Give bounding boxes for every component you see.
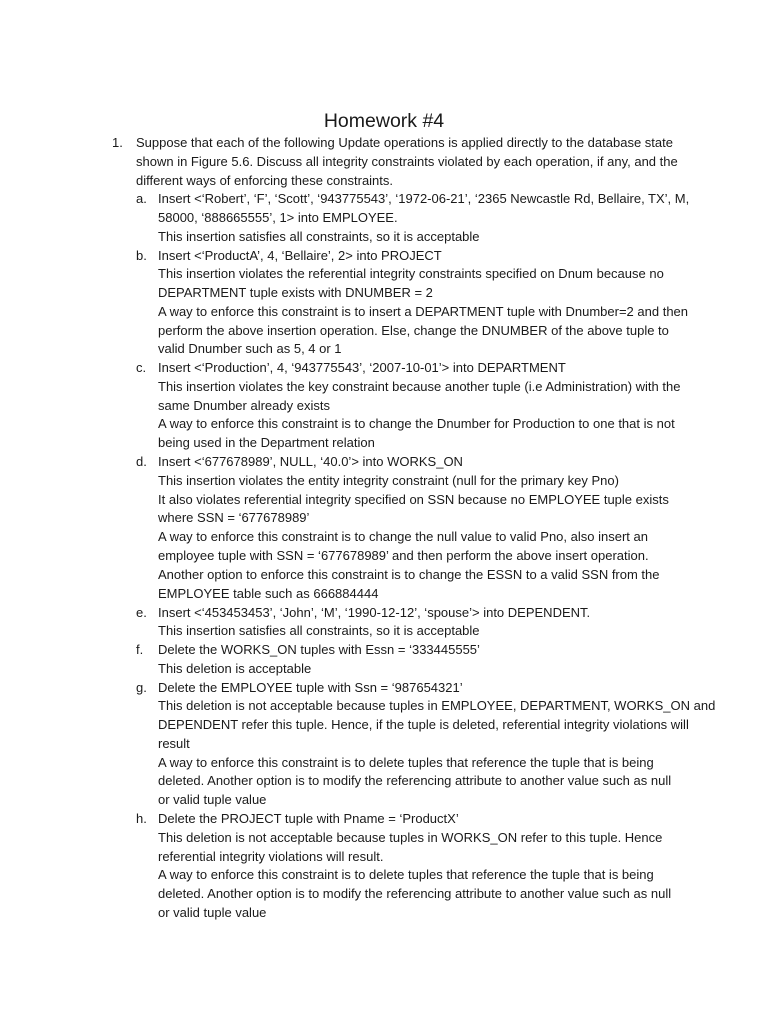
item-line: This insertion satisfies all constraints, so it is acceptable (158, 228, 480, 244)
item-line: valid Dnumber such as 5, 4 or 1 (158, 341, 342, 357)
item-body (158, 247, 689, 360)
item-line: referential integrity violations will result. (158, 848, 384, 864)
item-line: same Dnumber already exists (158, 397, 330, 413)
item-line: 58000, ‘888665555’, 1> into EMPLOYEE. (158, 209, 398, 225)
item-line: A way to enforce this constraint is to delete tuples that reference the tuple that is being (158, 867, 654, 883)
item-line: This deletion is not acceptable because tuples in EMPLOYEE, DEPARTMENT, WORKS_ON and (158, 698, 716, 714)
item-label: d. (136, 454, 147, 469)
item-line: Delete the EMPLOYEE tuple with Ssn = ‘987654321’ (158, 679, 463, 695)
item-line: Insert <‘ProductA’, 4, ‘Bellaire’, 2> into PROJECT (158, 247, 442, 263)
item-line: EMPLOYEE table such as 666884444 (158, 585, 379, 601)
item-line: Insert <‘453453453’, ‘John’, ‘M’, ‘1990-12-12’, ‘spouse’> into DEPENDENT. (158, 604, 591, 620)
item-line: employee tuple with SSN = ‘677678989’ and then perform the above insert operation. (158, 547, 649, 563)
item-body (158, 641, 683, 679)
item-body (158, 679, 716, 811)
item-label: e. (136, 604, 147, 620)
item-label: f. (136, 642, 144, 657)
item-line: This insertion violates the key constraint because another tuple (i.e Administration) with the (158, 378, 681, 394)
item-line: where SSN = ‘677678989’ (158, 510, 310, 526)
question-text-line: different ways of enforcing these constraints. (136, 172, 394, 188)
item-line: It also violates referential integrity specified on SSN because no EMPLOYEE tuple exists (158, 491, 669, 507)
item-line: or valid tuple value (158, 904, 267, 920)
item-label: b. (136, 247, 147, 263)
item-line: A way to enforce this constraint is to change the null value to valid Pno, also insert an (158, 529, 648, 545)
item-line: Insert <‘677678989’, NULL, ‘40.0’> into WORKS_ON (158, 454, 463, 469)
item-line: Insert <‘Robert’, ‘F’, ‘Scott’, ‘943775543’, ‘1972-06-21’, ‘2365 Newcastle Rd, Bellaire, TX’, M, (158, 191, 690, 206)
item-label: c. (136, 360, 147, 375)
item-line: DEPARTMENT tuple exists with DNUMBER = 2 (158, 285, 433, 301)
item-body (158, 190, 690, 246)
item-line: deleted. Another option is to modify the referencing attribute to another value such as null (158, 886, 672, 902)
item-line: This insertion satisfies all constraints, so it is acceptable (158, 623, 480, 639)
item-line: or valid tuple value (158, 792, 267, 808)
item-line: A way to enforce this constraint is to change the Dnumber for Production to one that is not (158, 416, 675, 432)
item-body (158, 604, 683, 642)
item-line: being used in the Department relation (158, 435, 375, 451)
item-line: A way to enforce this constraint is to delete tuples that reference the tuple that is being (158, 754, 654, 770)
item-label: h. (136, 811, 147, 826)
item-line: Delete the PROJECT tuple with Pname = ‘ProductX’ (158, 811, 459, 826)
question-text-line: shown in Figure 5.6. Discuss all integrity constraints violated by each operation, if any, and the (136, 153, 678, 169)
item-line: Another option to enforce this constraint is to change the ESSN to a valid SSN from the (158, 566, 660, 582)
item-body (158, 810, 683, 923)
item-line: Insert <‘Production’, 4, ‘943775543’, ‘2007-10-01’> into DEPARTMENT (158, 360, 566, 375)
item-line: Delete the WORKS_ON tuples with Essn = ‘333445555’ (158, 642, 480, 657)
item-line: A way to enforce this constraint is to insert a DEPARTMENT tuple with Dnumber=2 and then (158, 303, 689, 319)
item-line: This insertion violates the referential integrity constraints specified on Dnum because no (158, 266, 664, 282)
item-line: This insertion violates the entity integrity constraint (null for the primary key Pno) (158, 472, 619, 488)
item-body (158, 453, 683, 603)
document-title: Homework #4 (323, 110, 445, 132)
question-number: 1. (112, 135, 123, 150)
item-label: a. (136, 191, 147, 206)
question-text-line: Suppose that each of the following Update operations is applied directly to the database state (136, 135, 673, 150)
question-text (136, 134, 676, 190)
item-line: DEPENDENT refer this tuple. Hence, if the tuple is deleted, referential integrity violations will (158, 717, 689, 733)
item-line: result (158, 735, 190, 751)
item-line: deleted. Another option is to modify the referencing attribute to another value such as null (158, 773, 672, 789)
item-line: This deletion is not acceptable because tuples in WORKS_ON refer to this tuple. Hence (158, 829, 663, 845)
item-line: perform the above insertion operation. Else, change the DNUMBER of the above tuple to (158, 322, 669, 338)
item-line: This deletion is acceptable (158, 660, 312, 676)
item-body (158, 359, 683, 453)
item-label: g. (136, 679, 147, 695)
